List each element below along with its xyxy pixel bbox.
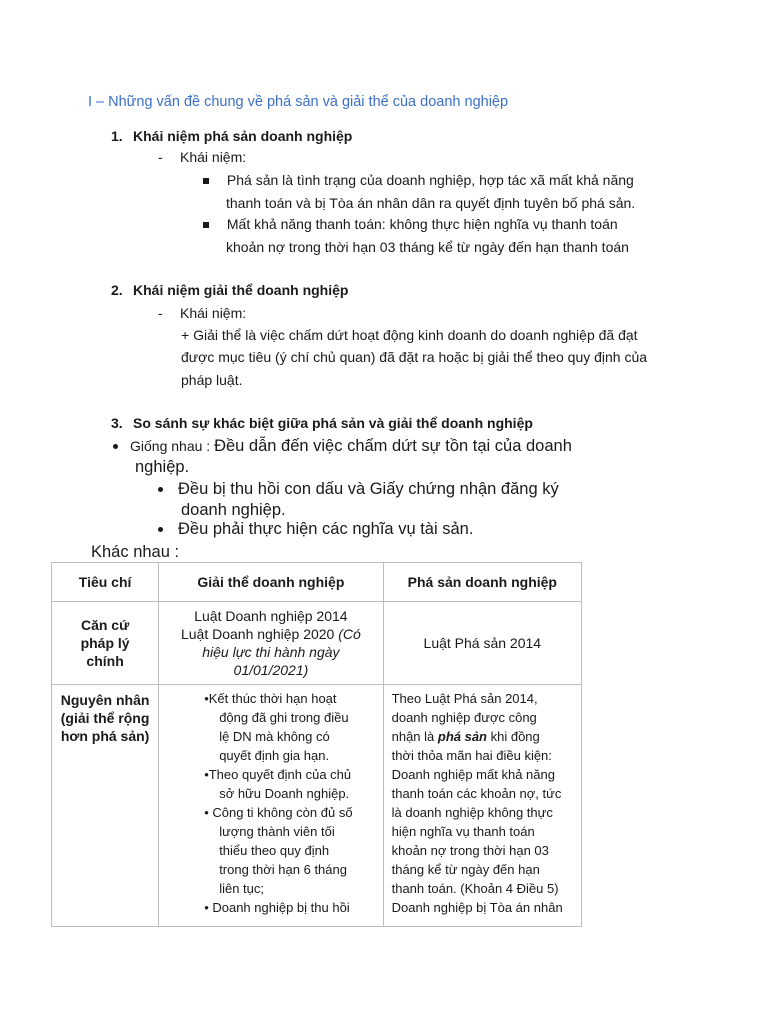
cause-line: động đã ghi trong điều <box>219 710 349 725</box>
bankruptcy-line: khoản nợ trong thời hạn 03 <box>391 843 549 858</box>
square-bullet-icon <box>203 222 209 228</box>
bankruptcy-line <box>392 727 575 746</box>
legal-basis-italic: hiệu lực thi hành ngày <box>202 644 340 660</box>
section-3-title <box>111 415 533 431</box>
section-1-title-text: Khái niệm phá sản doanh nghiệp <box>133 128 353 144</box>
s1-bullet-2-line-1: Mất khả năng thanh toán: không thực hiện nghĩa vụ thanh toán <box>223 216 618 232</box>
header-criterion: Tiêu chí <box>52 563 159 602</box>
section-3-number: 3. <box>111 415 123 431</box>
bankruptcy-line: Theo Luật Phá sản 2014, <box>391 691 538 706</box>
bankruptcy-line: tháng kể từ ngày đến hạn <box>391 862 540 877</box>
section-2-number: 2. <box>111 282 123 298</box>
cause-line: trong thời hạn 6 tháng <box>219 862 347 877</box>
s2-dash-label: Khái niệm: <box>180 305 247 321</box>
bankruptcy-line: là doanh nghiệp không thực <box>391 805 553 820</box>
list-item <box>159 803 382 898</box>
criterion-cell <box>52 602 159 685</box>
cause-line: lệ DN mà không có <box>219 729 330 744</box>
bankruptcy-legal-basis-cell: Luật Phá sản 2014 <box>383 602 581 685</box>
legal-basis-italic: (Có <box>338 626 361 642</box>
round-bullet-icon <box>158 487 163 492</box>
bankruptcy-line: Doanh nghiệp bị Tòa án nhân <box>391 900 563 915</box>
cause-line: •Theo quyết định của chủ <box>204 767 352 782</box>
legal-basis-italic: 01/01/2021) <box>233 662 309 678</box>
round-bullet-icon <box>113 444 118 449</box>
cause-line: lượng thành viên tối <box>219 824 335 839</box>
criterion-line: Nguyên nhân <box>60 692 150 708</box>
list-item <box>159 689 382 765</box>
square-bullet-icon <box>203 178 209 184</box>
similarities-text-1: Đều dẫn đến việc chấm dứt sự tồn tại của doanh <box>214 437 572 455</box>
table-row <box>52 602 582 685</box>
similarity-sub-2-text: Đều phải thực hiện các nghĩa vụ tài sản. <box>178 520 474 538</box>
legal-basis-line: Luật Doanh nghiệp 2014 <box>194 608 348 624</box>
legal-basis-line <box>159 625 382 643</box>
bankruptcy-line: Doanh nghiệp mất khả năng <box>391 767 555 782</box>
bankruptcy-line: thanh toán các khoản nợ, tức <box>391 786 562 801</box>
round-bullet-icon <box>158 527 163 532</box>
cause-line: thiểu theo quy định <box>219 843 330 858</box>
section-2-title <box>111 282 348 298</box>
s1-dash-item: - Khái niệm: <box>158 149 247 165</box>
list-item <box>159 898 382 917</box>
bankruptcy-line: hiện nghĩa vụ thanh toán <box>391 824 535 839</box>
similarity-sub-1 <box>158 479 559 500</box>
s1-bullet-1-line-1: Phá sản là tình trạng của doanh nghiệp, hợp tác xã mất khả năng <box>223 172 634 188</box>
s2-line-2: được mục tiêu (ý chí chủ quan) đã đặt ra hoặc bị giải thể theo quy định của <box>181 349 648 365</box>
criterion-line: pháp lý <box>80 635 130 651</box>
s2-dash-item: - Khái niệm: <box>158 305 247 321</box>
bankruptcy-line: thời thỏa mãn hai điều kiện: <box>391 748 552 763</box>
bankruptcy-emphasis: phá sản <box>437 729 487 744</box>
s1-bullet-1 <box>203 169 634 192</box>
comparison-table <box>51 562 582 927</box>
similarity-sub-2 <box>158 519 473 540</box>
header-dissolution: Giải thể doanh nghiệp <box>159 563 383 602</box>
bankruptcy-line: thanh toán. (Khoản 4 Điều 5) <box>391 881 559 896</box>
s1-dash-label: Khái niệm: <box>180 149 247 165</box>
cause-line: • Doanh nghiệp bị thu hồi <box>204 900 350 915</box>
section-1-number: 1. <box>111 128 123 144</box>
header-bankruptcy: Phá sản doanh nghiệp <box>383 563 581 602</box>
section-3-title-text: So sánh sự khác biệt giữa phá sản và giải thể doanh nghiệp <box>133 415 533 431</box>
section-2-title-text: Khái niệm giải thể doanh nghiệp <box>133 282 349 298</box>
table-header-row <box>52 563 582 602</box>
dissolution-causes-cell <box>159 685 383 927</box>
s2-line-3: pháp luật. <box>181 372 243 388</box>
similarities-item <box>113 436 572 457</box>
bankruptcy-text: khi đồng <box>487 729 540 744</box>
criterion-line: Căn cứ <box>80 617 130 633</box>
criterion-line: hơn phá sản) <box>60 728 150 744</box>
s1-bullet-2 <box>203 213 618 236</box>
similarities-label: Giống nhau : <box>130 438 215 454</box>
s1-bullet-2-line-2: khoản nợ trong thời hạn 03 tháng kể từ ngày đến hạn thanh toán <box>226 239 629 255</box>
page-heading: I – Những vấn đề chung về phá sản và giải thể của doanh nghiệp <box>88 94 509 110</box>
criterion-line: chính <box>86 653 124 669</box>
criterion-cell <box>52 685 159 927</box>
cause-line: •Kết thúc thời hạn hoạt <box>204 691 337 706</box>
cause-line: quyết định gia hạn. <box>219 748 330 763</box>
table-row <box>52 685 582 927</box>
similarities-text-2: nghiệp. <box>135 458 190 476</box>
s2-line-1: + Giải thể là việc chấm dứt hoạt động kinh doanh do doanh nghiệp đã đạt <box>181 327 638 343</box>
cause-line: • Công ti không còn đủ số <box>204 805 353 820</box>
cause-line: liên tục; <box>219 881 264 896</box>
similarity-sub-1-line-2: doanh nghiệp. <box>181 501 286 519</box>
bankruptcy-causes-cell <box>383 685 581 927</box>
s1-bullet-1-line-2: thanh toán và bị Tòa án nhân dân ra quyết định tuyên bố phá sản. <box>226 195 636 211</box>
bankruptcy-line: doanh nghiệp được công <box>391 710 537 725</box>
bankruptcy-text: nhận là <box>391 729 438 744</box>
legal-basis-text: Luật Doanh nghiệp 2020 <box>180 626 339 642</box>
cause-line: sở hữu Doanh nghiệp. <box>219 786 350 801</box>
dissolution-legal-basis-cell <box>159 602 383 685</box>
list-item <box>159 765 382 803</box>
section-1-title <box>111 128 352 144</box>
differences-label: Khác nhau : <box>91 543 180 561</box>
similarity-sub-1-line-1: Đều bị thu hồi con dấu và Giấy chứng nhận đăng ký <box>178 480 559 498</box>
criterion-line: (giải thể rộng <box>60 710 150 726</box>
